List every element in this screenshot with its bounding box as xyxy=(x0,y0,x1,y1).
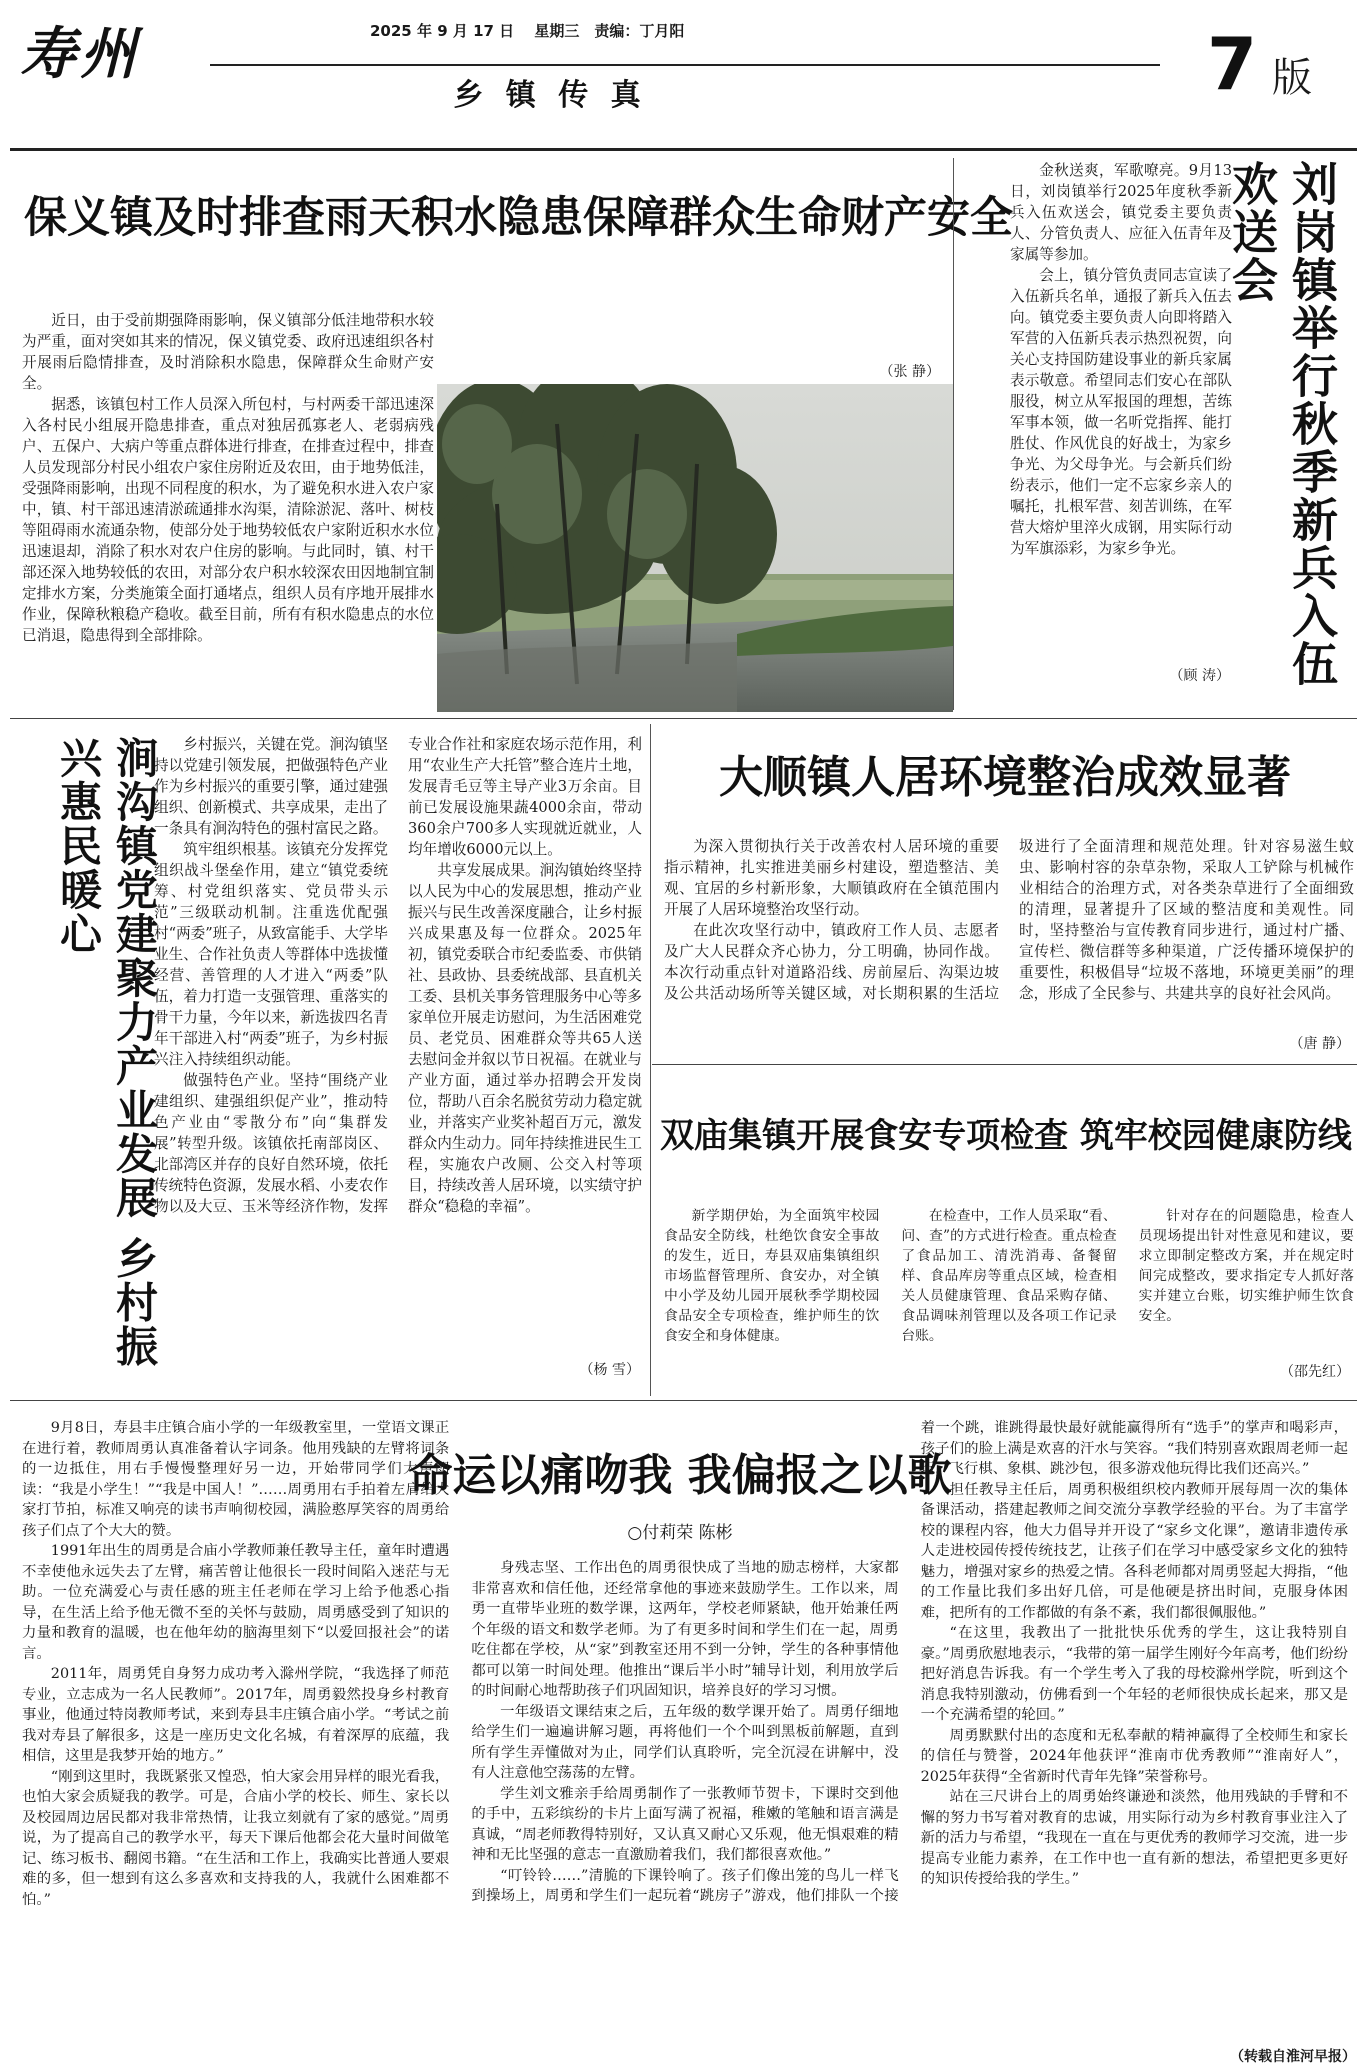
article-zhou-source: （转载自淮河早报） xyxy=(1196,2046,1356,2066)
article-paragraph: “刚到这里时，我既紧张又惶恐，怕大家会用异样的眼光看我，也怕大家会质疑我的教学。可是，合庙小学的校长、师生、家长以及校园周边居民都对我非常热情，让我立刻就有了家的感觉。”周勇说，为了提高自己的教学水平，每天下课后他都会花大量时间做笔记、练习板书、翻阅书籍。“在生活和工作上，我确实比普通人要艰难的多，但一想到有这么多喜欢和支持我的人，我就什么困难都不怕。” xyxy=(22,1768,450,1908)
flooded-field-illustration xyxy=(437,384,953,712)
article-paragraph: 共享发展成果。涧沟镇始终坚持以人民为中心的发展思想，推动产业振兴与民生改善深度融合，让乡村振兴成果惠及每一位群众。2025年初，镇党委联合市纪委监委、市供销社、县政协、县委统战部、县直机关工委、县机关事务管理服务中心等多家单位开展走访慰问，为生活困难党员、老党员、困难群众等共65人送去慰问金并叙以节日祝福。在就业与产业方面，通过举办招聘会开发岗位，帮助八百余名脱贫劳动力稳定就业，并落实产业奖补超百万元，激发群众内生动力。同年持续推进民生工程，实施农户改厕、公交入村等项目，持续改善人居环境，以实绩守护群众“稳稳的幸福”。 xyxy=(408,862,642,1215)
page-number: 7 xyxy=(1206,22,1258,106)
article-jiangou-title: 涧沟镇党建聚力产业发展 乡村振兴惠民暖心 xyxy=(54,736,159,1369)
article-paragraph: 2011年，周勇凭自身努力成功考入滁州学院，“我选择了师范专业，立志成为一名人民教师”。2017年，周勇毅然投身乡村教育事业，他通过特岗教师考试，来到寿县丰庄镇合庙小学。“考试之前我对寿县了解很多，这是一座历史文化名城，有着深厚的底蕴，我相信，这里是我梦开始的地方。” xyxy=(22,1666,450,1764)
article-paragraph: 担任教导主任后，周勇积极组织校内教师开展每周一次的集体备课活动，搭建起教师之间交流分享教学经验的平台。为了丰富学校的课程内容，他大力倡导并开设了“家乡文化课”，邀请非遗传承人走进校园传授传统技艺，让孩子们在学习中感受家乡文化的独特魅力，增强对家乡的热爱之情。各科老师都对周勇竖起大拇指，“他的工作量比我们多出好几倍，可是他硬是挤出时间，克服身体困难，把所有的工作都做的有条不紊，我们都很佩服他。” xyxy=(920,1481,1348,1621)
article-baoyi-author: （张 静） xyxy=(879,364,940,380)
article-paragraph: 做强特色产业。坚持“围绕产业建组织、建强组织促产业”，推动特色产业由“零散分布”向“集群发展”转型升级。该镇依托南部岗区、北部湾区并存的良好自然环境，依托传统特色资源，发展水稻、小麦农作物以及大豆、玉米等经济作物，发挥专业合作社和家庭农场示范作用，利用“农业生产大托管”整合连片土地，发展青毛豆等主导产业3万余亩。目前已发展设施果蔬4000余亩，带动360余户700多人实现就近就业，人均年增收6000元以上。 xyxy=(154,736,642,1215)
article-paragraph: 站在三尺讲台上的周勇始终谦逊和淡然，他用残缺的手臂和不懈的努力书写着对教育的忠诚，用实际行动为乡村教育事业注入了新的活力与希望，“我现在一直在与更优秀的教师学习交流，进一步提高专业能力素养，在工作中也一直有新的想法，希望把更多更好的知识传授给我的学生。” xyxy=(920,1789,1348,1887)
masthead-logo: 寿州 xyxy=(20,21,140,87)
headline-spacer xyxy=(471,1418,898,1558)
article-paragraph: 针对存在的问题隐患，检查人员现场提出针对性意见和建议，要求立即制定整改方案，并在规定时间完成整改，要求指定专人抓好落实并建立台账，切实维护师生饮食安全。 xyxy=(1138,1208,1354,1324)
flooded-field-photo xyxy=(437,384,953,712)
article-dashun-author: （唐 静） xyxy=(1289,1036,1350,1052)
article-paragraph: “在这里，我教出了一批批快乐优秀的学生，这让我特别自豪。”周勇欣慰地表示，“我带的第一届学生刚好今年高考，他们纷纷把好消息告诉我。有一个学生考入了我的母校滁州学院，听到这个消息我特别激动，仿佛看到一个年轻的老师很快成长起来，那又是一个充满希望的轮回。” xyxy=(920,1625,1348,1723)
article-paragraph: 一年级语文课结束之后，五年级的数学课开始了。周勇仔细地给学生们一遍遍讲解习题，再将他们一个个叫到黑板前解题，直到所有学生弄懂做对为止，同学们认真聆听，完全沉浸在讲解中，没有人注意他空荡荡的左臂。 xyxy=(471,1703,899,1781)
article-paragraph: 新学期伊始，为全面筑牢校园食品安全防线，杜绝饮食安全事故的发生，近日，寿县双庙集镇组织市场监督管理所、食安办，对全镇中小学及幼儿园开展秋季学期校园食品安全专项检查，维护师生的饮食安全和身体健康。 xyxy=(664,1208,880,1344)
band-rule xyxy=(10,718,1357,719)
article-liugang-body xyxy=(1010,160,1232,559)
article-paragraph: 筑牢组织根基。该镇充分发挥党组织战斗堡垒作用，建立“镇党委统筹、村党组织落实、党员带头示范”三级联动机制。注重选优配强村“两委”班子，从致富能手、大学毕业生、合作社负责人等群体中选拔懂经营、善管理的人才进入“两委”队伍，着力打造一支强管理、重落实的骨干力量，今年以来，新选拔四名青年干部进入村“两委”班子，为乡村振兴注入持续组织动能。 xyxy=(154,841,388,1068)
article-paragraph: 据悉，该镇包村工作人员深入所包村，与村两委干部迅速深入各村民小组展开隐患排查，重点对独居孤寡老人、老弱病残户、五保户、大病户等重点群体进行排查，在排查过程中，排查人员发现部分村民小组农户家住房附近及农田，由于地势低洼，受强降雨影响，出现不同程度的积水，为了避免积水进入农户家中，镇、村干部迅速清淤疏通排水沟渠，清除淤泥、落叶、树枝等阻碍雨水流通杂物，使部分处于地势较低农户家附近积水水位迅速退却，消除了积水对农户住房的影响。与此同时，镇、村干部还深入地势较低的农田，对部分农户积水较深农田因地制宜制定排水方案，分类施策全面打通堵点，组织人员有序地开展排水作业，保障秋粮稳产稳收。截至目前，所有有积水隐患点的水位已消退，隐患得到全部排除。 xyxy=(22,396,434,644)
article-shuangmiao-author: （邵先红） xyxy=(1280,1364,1350,1380)
article-paragraph: 在此次攻坚行动中，镇政府工作人员、志愿者及广大人民群众齐心协力，分工明确，协同作战。本次行动重点针对道路沿线、房前屋后、沟渠边坡及公共活动场所等关键区域，对长期积累的生活垃圾进行了全面清理和规范处理。针对容易滋生蚊虫、影响村容的杂草杂物，采取人工铲除与机械作业相结合的治理方式，对各类杂草进行了全面细致的清理，显著提升了区域的整洁度和美观性。同时，坚持整治与宣传教育同步进行，通过村广播、宣传栏、微信群等多种渠道，广泛传播环境保护的重要性，积极倡导“垃圾不落地，环境更美丽”的理念，形成了全民参与、共建共享的良好社会风尚。 xyxy=(664,838,1354,1002)
article-dashun-title: 大顺镇人居环境整治成效显著 xyxy=(719,752,1291,803)
article-shuangmiao-title: 双庙集镇开展食安专项检查 筑牢校园健康防线 xyxy=(660,1116,1352,1156)
article-jiangou-author: （杨 雪） xyxy=(579,1362,640,1378)
article-paragraph: 为深入贯彻执行关于改善农村人居环境的重要指示精神，扎实推进美丽乡村建设，塑造整洁、美观、宜居的乡村新形象，大顺镇政府在全镇范围内开展了人居环境整治攻坚行动。 xyxy=(664,838,999,918)
article-paragraph: 近日，由于受前期强降雨影响，保义镇部分低洼地带积水较为严重，面对突如其来的情况，保义镇党委、政府迅速组织各村开展雨后隐情排查，及时消除积水隐患，保障群众生命财产安全。 xyxy=(22,312,434,392)
article-paragraph: “叮铃铃……”清脆的下课铃响了。孩子们像出笼的鸟儿一样飞到操场上，周勇和学生们一起玩着“跳房子”游戏，他们排队一个接着一个跳，谁跳得最快最好就能赢得所有“选手”的掌声和喝彩声，孩子们的脸上满是欢喜的汗水与笑容。“我们特别喜欢跟周老师一起玩，飞行棋、象棋、跳沙包，很多游戏他玩得比我们还高兴。” xyxy=(471,1420,1348,1904)
date-line: 2025 年 9 月 17 日 星期三 责编：丁月阳 xyxy=(370,22,685,40)
band-rule xyxy=(652,1064,1357,1065)
article-paragraph: 1991年出生的周勇是合庙小学教师兼任教导主任，童年时遭遇不幸使他永远失去了左臂，痛苦曾让他很长一段时间陷入迷茫与无助。一位充满爱心与责任感的班主任老师在学习上给予他悉心指导，在生活上给予他无微不至的关怀与鼓励，周勇感受到了知识的力量和教育的温暖，也在他年幼的脑海里刻下“以爱回报社会”的诺言。 xyxy=(22,1543,450,1662)
column-rule xyxy=(650,724,651,1396)
article-liugang-title: 刘岗镇举行秋季新兵入伍欢送会 xyxy=(1225,160,1339,688)
article-paragraph: 学生刘文雅亲手给周勇制作了一张教师节贺卡，下课时交到他的手中，五彩缤纷的卡片上面写满了祝福，稚嫩的笔触和语言满是真诚，“周老师教得特别好，又认真又耐心又乐观，他无惧艰难的精神和无比坚强的意志一直激励着我们，我们都很喜欢他。” xyxy=(471,1785,899,1863)
article-jiangou-body xyxy=(154,734,642,1386)
article-paragraph: 身残志坚、工作出色的周勇很快成了当地的励志榜样，大家都非常喜欢和信任他，还经常拿他的事迹来鼓励学生。工作以来，周勇一直带毕业班的数学课，这两年，学校老师紧缺，他开始兼任两个年级的语文和数学老师。为了有更多时间和学生们在一起，周勇吃住都在学校，从“家”到教室还用不到一分钟，学生的各种事情他都可以第一时间处理。他推出“课后半小时”辅导计划，利用放学后的时间耐心地帮助孩子们巩固知识，培养良好的学习习惯。 xyxy=(471,1560,899,1699)
article-paragraph: 会上，镇分管负责同志宣读了入伍新兵名单，通报了新兵入伍去向。镇党委主要负责人向即将踏入军营的入伍新兵表示热烈祝贺，向关心支持国防建设事业的新兵家属表示敬意。希望同志们安心在部队服役，树立从军报国的理想，苦练军事本领，做一名听党指挥、能打胜仗、作风优良的好战士，为家乡争光、为父母争光。与会新兵们纷纷表示，他们一定不忘家乡亲人的嘱托，扎根军营、刻苦训练，在军营大熔炉里淬火成钢，用实际行动为军旗添彩，为家乡争光。 xyxy=(1010,267,1232,557)
article-paragraph: 乡村振兴，关键在党。涧沟镇坚持以党建引领发展，把做强特色产业作为乡村振兴的重要引擎，通过建强组织、创新模式、共享成果，走出了一条具有涧沟特色的强村富民之路。 xyxy=(154,736,388,837)
article-zhou-body xyxy=(22,1418,1348,2050)
masthead-bottom-rule xyxy=(10,148,1357,151)
article-dashun-body xyxy=(664,836,1354,1058)
article-zhou-authors: ○付莉荣 陈彬 xyxy=(627,1523,733,1543)
article-paragraph: 在检查中，工作人员采取“看、问、查”的方式进行检查。重点检查了食品加工、清洗消毒、备餐留样、食品库房等重点区域，检查相关人员健康管理、食品采购存储、食品调味剂管理以及各项工作记录台账。 xyxy=(901,1208,1117,1344)
article-paragraph: 9月8日，寿县丰庄镇合庙小学的一年级教室里，一堂语文课正在进行着，教师周勇认真准备着认字词条。他用残缺的左臂将词条的一边抵住，用右手慢慢整理好另一边，开始带同学们大声朗读：“我是小学生！”“我是中国人！”……周勇用右手拍着左肩给大家打节拍，标准又响亮的读书声响彻校园，满脸憨厚笑容的周勇给孩子们点了个大大的赞。 xyxy=(22,1420,450,1539)
column-rule xyxy=(953,158,954,710)
band-rule xyxy=(10,1400,1357,1401)
article-liugang-author: （顾 涛） xyxy=(1169,668,1230,684)
article-baoyi-title: 保义镇及时排查雨天积水隐患保障群众生命财产安全 xyxy=(24,193,1013,243)
article-shuangmiao-body xyxy=(664,1206,1354,1376)
masthead-rule xyxy=(210,64,1160,66)
page-suffix: 版 xyxy=(1272,55,1312,101)
article-paragraph: 金秋送爽，军歌嘹亮。9月13日，刘岗镇举行2025年度秋季新兵入伍欢送会，镇党委主要负责人、分管负责人、应征入伍青年及家属等参加。 xyxy=(1010,162,1232,263)
section-title: 乡 镇 传 真 xyxy=(453,78,647,113)
article-paragraph: 周勇默默付出的态度和无私奉献的精神赢得了全校师生和家长的信任与赞誉，2024年他获评“淮南市优秀教师”“淮南好人”，2025年获得“全省新时代青年先锋”荣誉称号。 xyxy=(920,1727,1348,1785)
article-zhou-title: 命运以痛吻我 我偏报之以歌 xyxy=(408,1450,952,1501)
